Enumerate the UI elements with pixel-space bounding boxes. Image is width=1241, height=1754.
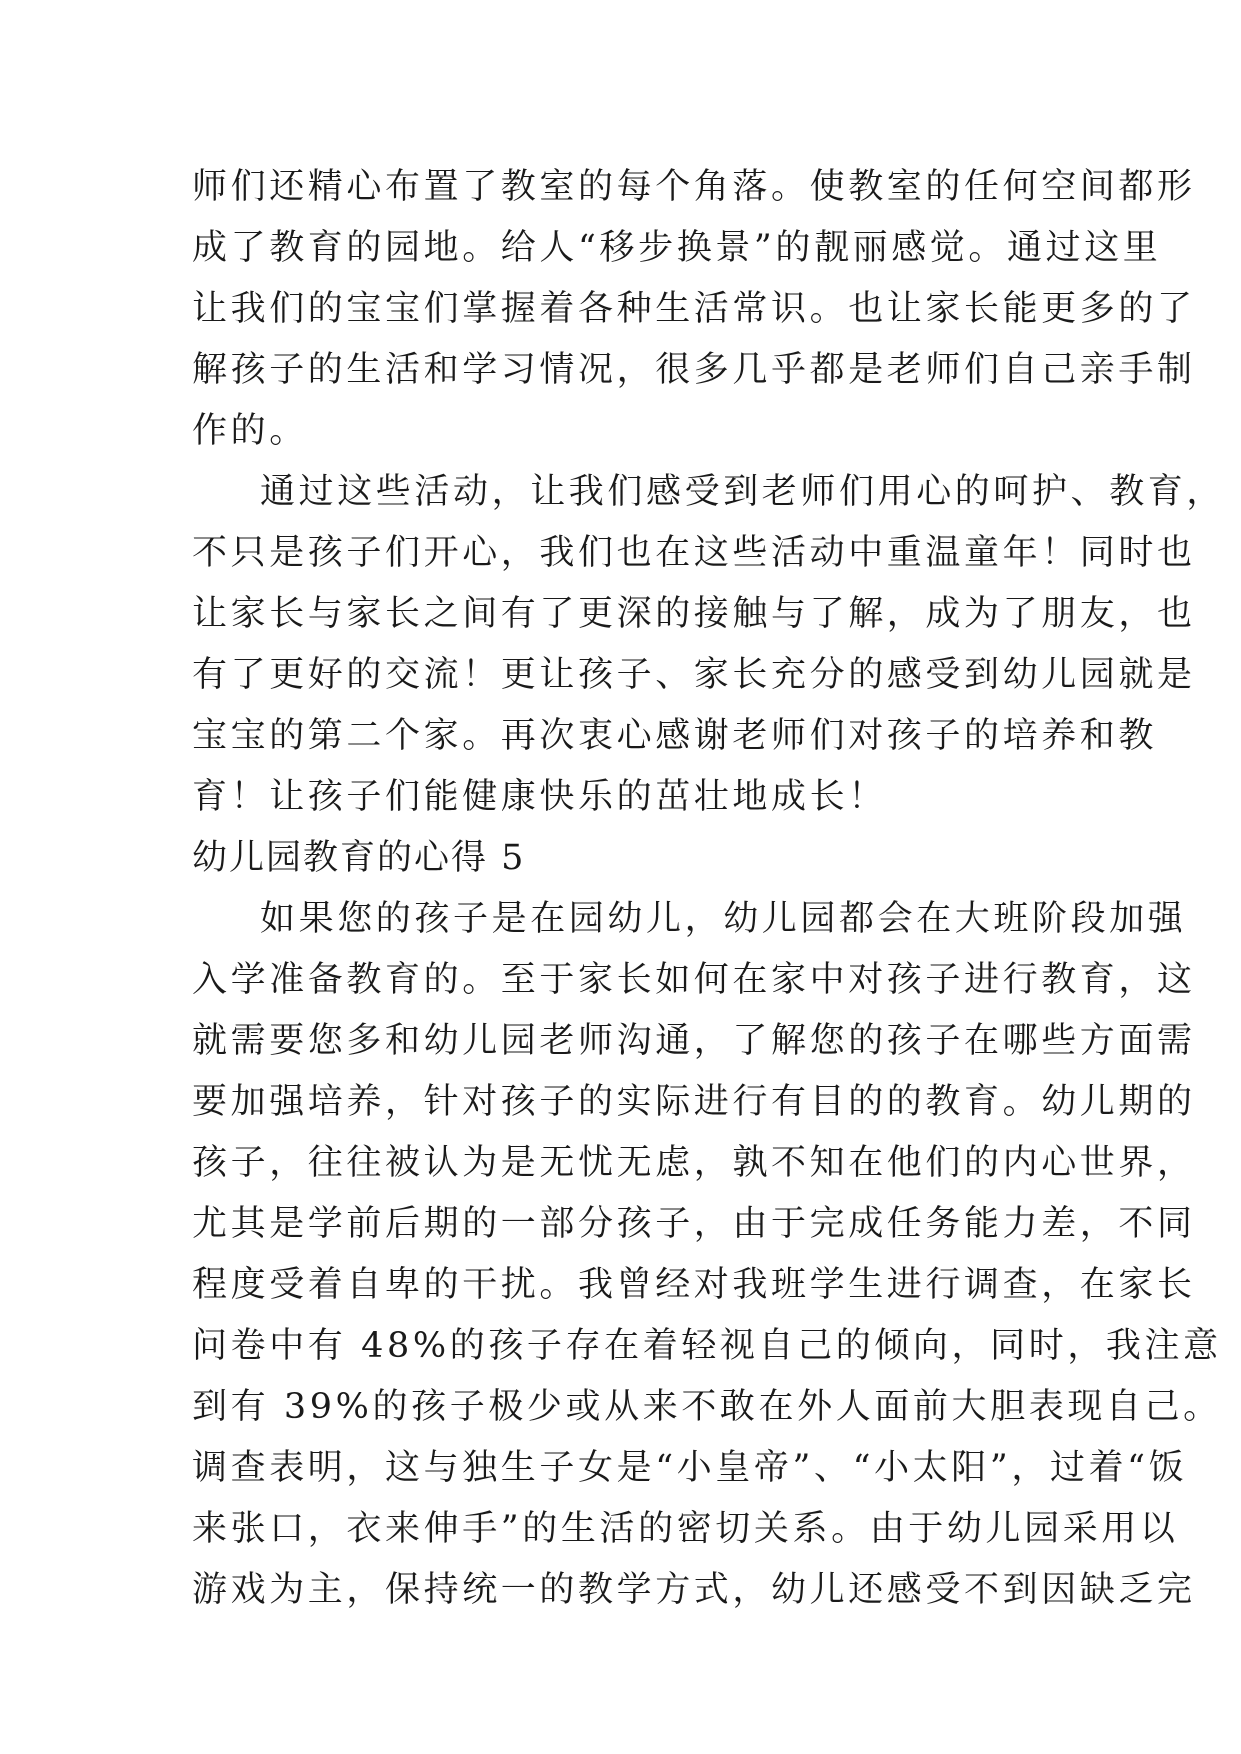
paragraph-1 <box>192 157 1196 462</box>
text-line: 调查表明，这与独生子女是“小皇帝”、“小太阳”，过着“饭 <box>192 1448 1188 1488</box>
text-line: 解孩子的生活和学习情况，很多几乎都是老师们自己亲手制 <box>192 350 1196 390</box>
text-line: 成了教育的园地。给人“移步换景”的靓丽感觉。通过这里 <box>192 228 1162 268</box>
paragraph-3 <box>192 889 1222 1621</box>
text-line: 要加强培养，针对孩子的实际进行有目的的教育。幼儿期的 <box>192 1082 1196 1122</box>
text-line: 游戏为主，保持统一的教学方式，幼儿还感受不到因缺乏完 <box>192 1570 1196 1610</box>
text-line: 入学准备教育的。至于家长如何在家中对孩子进行教育，这 <box>192 960 1196 1000</box>
paragraph-2 <box>192 462 1226 828</box>
section-heading: 幼儿园教育的心得 5 <box>192 838 526 878</box>
text-line: 如果您的孩子是在园幼儿，幼儿园都会在大班阶段加强 <box>260 899 1187 939</box>
text-line: 通过这些活动，让我们感受到老师们用心的呵护、教育， <box>260 472 1226 512</box>
text-line: 作的。 <box>192 411 308 451</box>
text-line: 让家长与家长之间有了更深的接触与了解，成为了朋友，也 <box>192 594 1196 634</box>
text-line: 师们还精心布置了教室的每个角落。使教室的任何空间都形 <box>192 167 1196 207</box>
text-line: 让我们的宝宝们掌握着各种生活常识。也让家长能更多的了 <box>192 289 1196 329</box>
text-line: 就需要您多和幼儿园老师沟通，了解您的孩子在哪些方面需 <box>192 1021 1196 1061</box>
text-line: 宝宝的第二个家。再次衷心感谢老师们对孩子的培养和教 <box>192 716 1158 756</box>
text-line: 不只是孩子们开心，我们也在这些活动中重温童年！同时也 <box>192 533 1196 573</box>
text-line: 孩子，往往被认为是无忧无虑，孰不知在他们的内心世界， <box>192 1143 1196 1183</box>
text-line: 问卷中有 48%的孩子存在着轻视自己的倾向，同时，我注意 <box>192 1326 1222 1366</box>
text-line: 来张口，衣来伸手”的生活的密切关系。由于幼儿园采用以 <box>192 1509 1179 1549</box>
text-line: 到有 39%的孩子极少或从来不敢在外人面前大胆表现自己。 <box>192 1387 1222 1427</box>
text-line: 有了更好的交流！更让孩子、家长充分的感受到幼儿园就是 <box>192 655 1196 695</box>
text-line: 尤其是学前后期的一部分孩子，由于完成任务能力差，不同 <box>192 1204 1196 1244</box>
text-line: 育！让孩子们能健康快乐的茁壮地成长！ <box>192 777 887 817</box>
text-line: 程度受着自卑的干扰。我曾经对我班学生进行调查，在家长 <box>192 1265 1196 1305</box>
document-body <box>192 157 1226 1621</box>
